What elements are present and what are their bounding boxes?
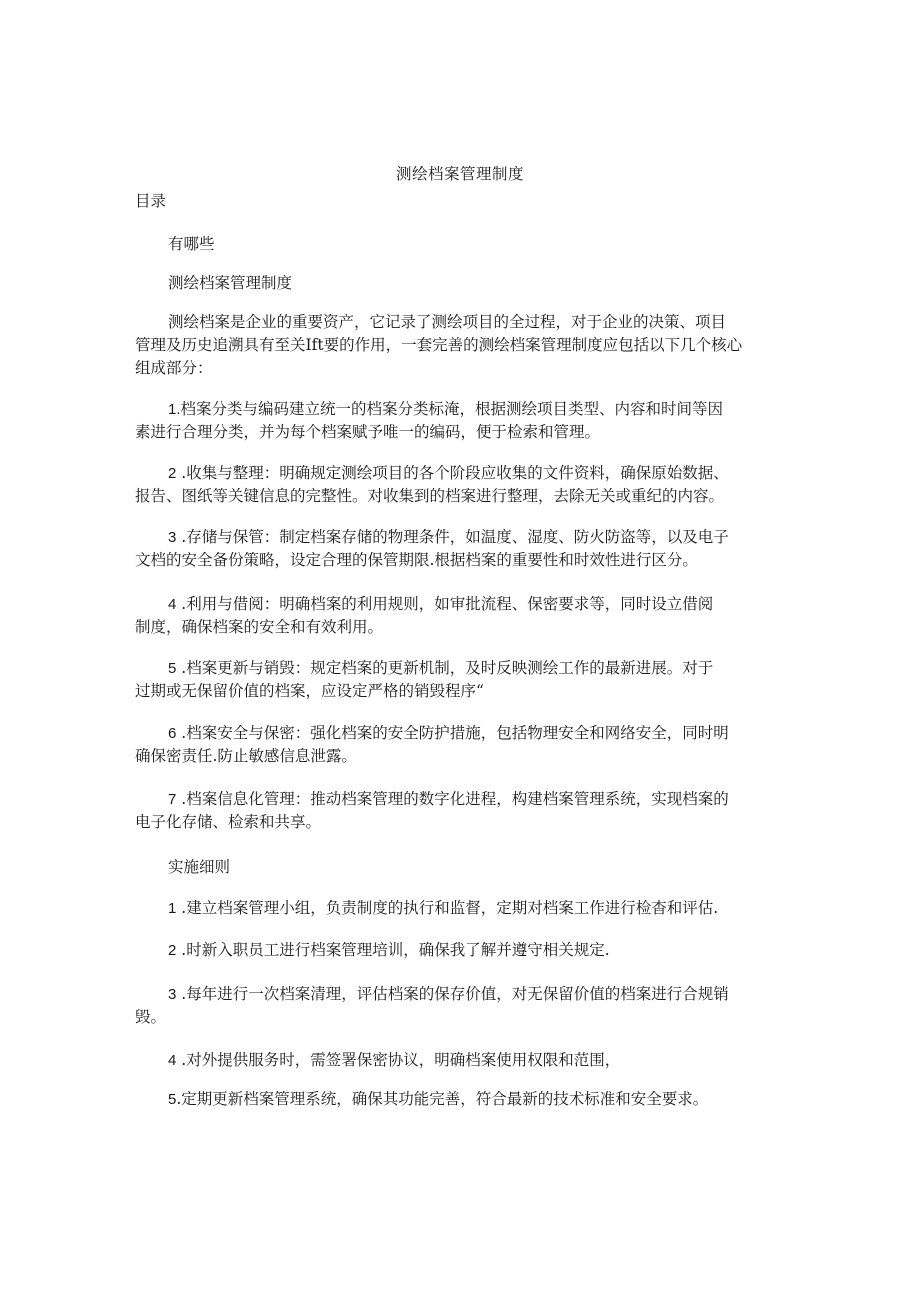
item-text: .档案更新与销毁：规定档案的更新机制，及时反映测绘工作的最新进展。对于 — [176, 659, 714, 677]
item-text: 毁。 — [135, 1008, 167, 1026]
item-text: .建立档案管理小组，负责制度的执行和监督，定期对档案工作进行检杳和评估. — [176, 899, 719, 917]
item-text: .对外提供服务时，需签署保密协议，明确档案使用权限和范围， — [176, 1051, 621, 1069]
item-number: 3 — [168, 986, 177, 1003]
item-number: 5 — [168, 660, 177, 677]
item-number: 7 — [168, 791, 177, 808]
item-text: .收集与整理：明确规定测绘项目的各个阶段应收集的文件资料，确保原始数据、 — [176, 464, 729, 482]
item-text: .存储与保管：制定档案存储的物理条件，如温度、湿度、防火防盗等，以及电子 — [176, 528, 729, 546]
component-item — [135, 398, 787, 444]
intro-line: 组成部分： — [135, 359, 213, 377]
item-text: 确保密责任.防止敏感信息泄露。 — [135, 747, 357, 765]
item-number: 2 — [168, 465, 177, 482]
item-number: 1. — [168, 401, 181, 418]
item-text: 素进行合理分类，并为每个档案赋予唯一的编码，便于检索和管理。 — [135, 423, 601, 441]
item-text: .利用与借阅：明确档案的利用规则，如审批流程、保密要求等，同时设立借阅 — [176, 595, 714, 613]
item-text: .定期更新档案管理系统，确保其功能完善，符合最新的技术标准和安全要求。 — [176, 1090, 709, 1108]
item-text: .每年进行一次档案清理，评估档案的保存价值，对无保留价值的档案进行合规销 — [176, 985, 729, 1003]
component-item — [135, 657, 787, 703]
component-item — [135, 722, 787, 768]
item-text: .时新入职员工进行档案管理培训，确保我了解并遵守相关规定. — [176, 941, 610, 959]
item-number: 4 — [168, 596, 177, 613]
item-text: .档案安全与保密：强化档案的安全防护措施，包括物理安全和网络安全，同时明 — [176, 724, 729, 742]
component-item — [135, 788, 787, 834]
rule-item — [135, 983, 787, 1029]
item-number: 2 — [168, 942, 177, 959]
component-item — [135, 526, 787, 572]
component-item — [135, 462, 787, 508]
page-title: 测绘档案管理制度 — [395, 165, 524, 183]
item-text: 制度，确保档案的安全和有效利用。 — [135, 618, 384, 636]
section-heading: 测绘档案管理制度 — [168, 274, 293, 292]
item-number: 1 — [168, 900, 177, 917]
component-item — [135, 593, 787, 639]
item-number: 6 — [168, 725, 177, 742]
item-number: 4 — [168, 1052, 177, 1069]
rule-item — [135, 897, 787, 920]
toc-item: 有哪些 — [168, 235, 215, 253]
item-text: 档案分类与编码建立统一的档案分类标淹，根据测绘项目类型、内容和时间等因 — [180, 400, 724, 418]
item-text: 报告、图纸等关键信息的完整性。对收集到的档案进行整理，去除无关或重纪的内容。 — [135, 487, 725, 505]
rule-item — [135, 939, 787, 962]
toc-label: 目录 — [135, 192, 167, 210]
item-text: .档案信息化管理：推动档案管理的数字化进程，构建档案管理系统，实现档案的 — [176, 790, 729, 808]
item-text: 过期或无保留价值的档案，应设定严格的销毁程序“ — [135, 682, 484, 700]
item-number: 3 — [168, 529, 177, 546]
item-text: 电子化存储、检索和共享。 — [135, 813, 322, 831]
rule-item — [135, 1049, 787, 1072]
intro-paragraph — [135, 311, 787, 380]
rule-item — [135, 1088, 787, 1111]
intro-line: 管理及历史追溯具有至关Ift要的作用，一套完善的测绘档案管理制度应包括以下几个核心 — [135, 336, 743, 354]
item-text: 文档的安全备份策略，设定合理的保管期限.根据档案的重要性和时效性进行区分。 — [135, 551, 698, 569]
item-number: 5 — [168, 1091, 177, 1108]
rules-heading: 实施细则 — [168, 858, 231, 876]
intro-line: 测绘档案是企业的重要资产，它记录了测绘项目的全过程，对于企业的决策、项目 — [168, 313, 727, 331]
